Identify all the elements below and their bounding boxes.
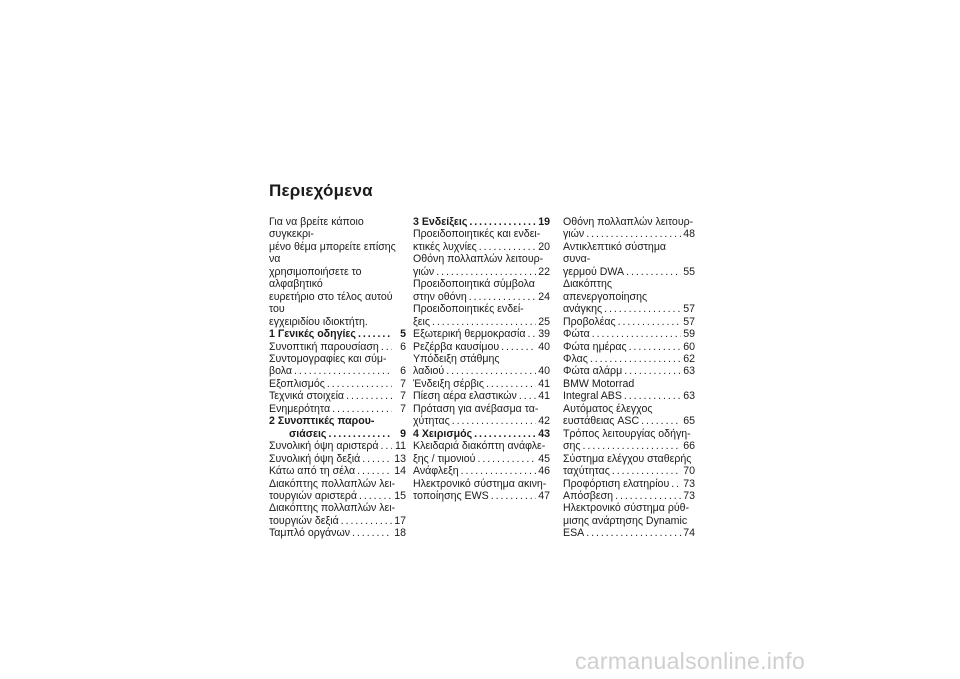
toc-entry[interactable] [413,390,550,402]
toc-entry-row [413,216,550,228]
dot-leader [469,216,536,228]
page-number: 39 [538,328,550,341]
page-number: 7 [400,390,406,403]
page-number: 47 [538,489,550,502]
toc-entry-row [563,390,695,402]
dot-leader [486,378,536,390]
dot-leader [586,228,681,240]
toc-column-1 [269,216,406,540]
toc-entry[interactable] [563,316,695,328]
page-number: 41 [538,377,550,390]
toc-entry[interactable] [563,241,695,278]
toc-entries [563,216,695,540]
page-number: 14 [394,465,406,478]
toc-entry-row [413,266,550,278]
toc-entry-row [563,440,695,452]
toc-entry[interactable] [563,428,695,453]
toc-entry-row [269,440,406,452]
toc-entry-text: Διακόπτης απενεργοποίησης [563,278,648,303]
dot-leader [618,316,681,328]
toc-entry[interactable] [269,341,406,353]
dot-leader [327,378,392,390]
page-number: 59 [683,328,695,341]
toc-entry-text: Ηλεκτρονικό σύστημα ρύθ- [563,502,690,515]
dot-leader [477,453,536,465]
toc-entry[interactable] [413,278,550,303]
toc-chapter-heading[interactable] [413,428,550,440]
toc-entry-text: Εξωτερική θερμοκρασία [413,328,526,341]
toc-entry-text: τοποίησης EWS [413,489,489,502]
page-number: 66 [683,440,695,453]
toc-entry-text: Προφόρτιση ελατηρίου [563,477,670,490]
page-number: 42 [538,415,550,428]
dot-leader [461,465,536,477]
toc-entry[interactable] [269,403,406,415]
toc-entry-row [269,328,406,340]
toc-entry-text: ξης / τιμονιού [413,452,476,465]
toc-entry-text: Τεχνικά στοιχεία [269,390,345,403]
toc-entry-row [413,328,550,340]
dot-leader [346,390,392,402]
toc-entry-text: Ένδειξη σέρβις [413,377,484,390]
dot-leader [641,415,681,427]
toc-entry-row [413,316,550,328]
toc-entry-row [413,490,550,502]
dot-leader [332,403,392,415]
dot-leader [479,241,536,253]
toc-entry-row [413,378,550,390]
toc-entry-text: Υπόδειξη στάθμης [413,352,500,365]
toc-entry-row [563,353,695,365]
page-number: 41 [538,390,550,403]
page-number: 20 [538,240,550,253]
dot-leader [612,465,681,477]
toc-entry-text: σης [563,440,581,453]
toc-entry-text: ευστάθειας ASC [563,415,640,428]
page-number: 70 [683,465,695,478]
toc-entry-text: Φλας [563,352,588,365]
toc-entry-text: χύτητας [413,415,450,428]
page-number: 73 [683,477,695,490]
toc-entry-text: γερμού DWA [563,265,625,278]
dot-leader [352,527,392,539]
toc-entry-row [413,415,550,427]
toc-entry-text: 4 Χειρισμός [413,427,473,440]
toc-entry-row [413,465,550,477]
dot-leader [432,316,536,328]
dot-leader [604,303,681,315]
toc-entry-row [413,365,550,377]
dot-leader [624,390,681,402]
page-number: 17 [394,514,406,527]
dot-leader [359,490,392,502]
dot-leader [590,353,681,365]
toc-entry-text: Συντομογραφίες και σύμ- [269,352,387,365]
toc-entry-row [269,390,406,402]
toc-entry-row [269,465,406,477]
toc-entry-row [563,328,695,340]
toc-entry-text: Φώτα [563,328,590,341]
dot-leader [357,465,392,477]
page-number: 40 [538,365,550,378]
intro-text [269,216,406,328]
toc-entry[interactable] [413,341,550,353]
toc-entry[interactable] [563,341,695,353]
toc-entry[interactable] [563,216,695,241]
toc-entry-row [563,465,695,477]
dot-leader [629,341,681,353]
page-number: 65 [683,415,695,428]
toc-entry-row [563,527,695,539]
toc-entry-text: μισης ανάρτησης Dynamic [563,514,688,527]
toc-entry-text: ανάγκης [563,303,603,316]
dot-leader [381,341,392,353]
page-number: 57 [683,303,695,316]
dot-leader [491,490,536,502]
toc-entry-text: ESA [563,527,585,540]
dot-leader [294,365,392,377]
dot-leader [474,428,536,440]
dot-leader [527,328,536,340]
toc-entry-text: Ανάφλεξη [413,465,459,478]
page-number: 43 [538,427,550,440]
dot-leader [583,440,681,452]
toc-entry-text: Σύστημα ελέγχου σταθερής [563,452,692,465]
intro-line: μένο θέμα μπορείτε επίσης να [269,240,396,266]
toc-chapter-heading[interactable] [413,216,550,228]
toc-entry-row [413,428,550,440]
toc-entry-row [563,490,695,502]
page-number: 45 [538,452,550,465]
page-title: Περιεχόμενα [269,181,373,200]
toc-entry[interactable] [563,328,695,340]
dot-leader [671,478,681,490]
toc-entry-row [563,316,695,328]
page-number: 73 [683,489,695,502]
toc-column-3 [563,216,695,540]
page-number: 18 [394,527,406,540]
toc-entry-text: Διακόπτης πολλαπλών λει- [269,502,396,515]
toc-entry-row [269,527,406,539]
page-number: 48 [683,228,695,241]
dot-leader [452,415,536,427]
dot-leader [624,365,681,377]
toc-entry-text: Ενημερότητα [269,402,331,415]
toc-entry-text: Αντικλεπτικό σύστημα συνα- [563,240,667,266]
toc-entry-text: 2 Συνοπτικές παρου- [269,415,375,428]
toc-entry-text: Ηλεκτρονικό σύστημα ακινη- [413,477,547,490]
page-number: 40 [538,340,550,353]
dot-leader [592,328,681,340]
toc-entry-row [563,365,695,377]
page-number: 19 [538,216,550,228]
toc-entry[interactable] [413,478,550,503]
dot-leader [341,515,392,527]
toc-entry-text: κτικές λυχνίες [413,240,477,253]
page-number: 11 [395,440,406,453]
toc-entry-text: Συνοπτική παρουσίαση [269,340,379,353]
toc-entry-row [269,365,406,377]
dot-leader [436,266,536,278]
toc-column-2 [413,216,550,502]
toc-entry-text: Αυτόματος έλεγχος [563,402,653,415]
toc-entry-text: ξεις [413,315,430,328]
toc-entry-text: Integral ABS [563,390,622,403]
toc-entry[interactable] [269,390,406,402]
toc-entry-text: Οθόνη πολλαπλών λειτουρ- [413,253,544,266]
toc-entries [413,216,550,502]
toc-chapter-heading[interactable] [269,415,406,440]
toc-entry[interactable] [413,303,550,328]
toc-entry-text: 1 Γενικές οδηγίες [269,328,356,341]
toc-entry-text: Κάτω από τη σέλα [269,465,356,478]
dot-leader [519,390,536,402]
toc-entry[interactable] [563,490,695,502]
toc-entry[interactable] [269,378,406,390]
toc-entry-text: Πίεση αέρα ελαστικών [413,390,517,403]
page-number: 9 [400,427,406,440]
dot-leader [469,291,536,303]
page-number: 74 [683,527,695,540]
toc-entry-row [269,341,406,353]
page-number: 13 [394,452,406,465]
toc-entry-text: στην οθόνη [413,290,467,303]
dot-leader [446,365,536,377]
toc-entry-text: Εξοπλισμός [269,377,325,390]
toc-entry-text: Φώτα αλάρμ [563,365,623,378]
toc-entry[interactable] [563,502,695,539]
toc-entry-text: Προβολέας [563,315,616,328]
dot-leader [626,266,681,278]
toc-entry[interactable] [563,453,695,478]
toc-entry-text: γιών [413,265,435,278]
page-number: 6 [400,365,406,378]
page-number: 63 [683,390,695,403]
toc-entry-text: BMW Motorrad [563,377,635,390]
toc-entry-text: Συνολική όψη δεξιά [269,452,361,465]
dot-leader [381,440,393,452]
toc-entry-text: Διακόπτης πολλαπλών λει- [269,477,396,490]
toc-entry[interactable] [269,453,406,465]
toc-entry-text: Ρεζέρβα καυσίμου [413,340,500,353]
toc-entry[interactable] [413,465,550,477]
toc-entry-text: Προειδοποιητικές ενδεί- [413,303,524,316]
toc-entry-text: τουργιών αριστερά [269,489,358,502]
toc-entry[interactable] [269,353,406,378]
page-number: 5 [400,328,406,341]
toc-entry-row [563,303,695,315]
toc-entry[interactable] [563,353,695,365]
intro-line: εγχειριδίου ιδιοκτήτη. [269,315,368,328]
toc-entry[interactable] [563,365,695,377]
dot-leader [586,527,681,539]
page-number: 22 [538,265,550,278]
toc-entry[interactable] [413,378,550,390]
toc-entry[interactable] [413,353,550,378]
toc-entry-text: Πρόταση για ανέβασμα τα- [413,402,539,415]
toc-entry-row [563,266,695,278]
page-number: 7 [400,402,406,415]
toc-entry-text: γιών [563,228,585,241]
page-number: 6 [400,340,406,353]
page-number: 62 [683,352,695,365]
toc-entry[interactable] [269,478,406,503]
toc-entry-text: λαδιού [413,365,445,378]
toc-entry-row [269,515,406,527]
toc-entry-text: 3 Ενδείξεις [413,216,468,228]
toc-entry[interactable] [413,440,550,465]
page-number: 15 [394,489,406,502]
toc-entry-text: Ταμπλό οργάνων [269,527,351,540]
page-number: 46 [538,465,550,478]
page-number: 7 [400,377,406,390]
toc-entry-row [563,415,695,427]
toc-entry-text: βολα [269,365,293,378]
toc-entry-text: Συνολική όψη αριστερά [269,440,379,453]
toc-entry-text: Προειδοποιητικά σύμβολα [413,278,535,291]
toc-entry-text: τουργιών δεξιά [269,514,339,527]
toc-entry[interactable] [269,465,406,477]
dot-leader [501,341,536,353]
toc-entry-row [563,341,695,353]
toc-entry-text: Προειδοποιητικές και ενδει- [413,228,541,241]
toc-entry-row [269,490,406,502]
toc-entry[interactable] [413,403,550,428]
toc-entry-row [413,291,550,303]
intro-line: ευρετήριο στο τέλος αυτού του [269,290,393,316]
dot-leader [358,328,392,340]
toc-entry-row [413,390,550,402]
watermark-text: carmanualsonline.info [575,648,806,674]
toc-entry[interactable] [269,440,406,452]
toc-entry-row [413,453,550,465]
page-number: 25 [538,315,550,328]
toc-entry-text: Απόσβεση [563,489,614,502]
toc-entry-text: σιάσεις [289,427,327,440]
toc-entry-row [269,428,406,440]
toc-entry[interactable] [269,527,406,539]
dot-leader [362,453,392,465]
toc-entry[interactable] [563,378,695,403]
toc-entry-text: Φώτα ημέρας [563,340,627,353]
toc-entry-text: ταχύτητας [563,465,610,478]
toc-entry-row [269,453,406,465]
intro-line: χρησιμοποιήσετε το αλφαβητικό [269,265,362,291]
intro-line: Για να βρείτε κάποιο συγκεκρι- [269,216,364,241]
toc-entry[interactable] [413,253,550,278]
page-number: 57 [683,315,695,328]
toc-entry[interactable] [413,328,550,340]
toc-entry-text: Κλειδαριά διακόπτη ανάφλε- [413,440,546,453]
page-number: 63 [683,365,695,378]
page-number: 55 [683,265,695,278]
toc-entry[interactable] [563,478,695,490]
toc-entries [269,328,406,540]
toc-chapter-heading[interactable] [269,328,406,340]
toc-entry-row [563,228,695,240]
toc-entry[interactable] [269,502,406,527]
dot-leader [615,490,681,502]
toc-entry-row [269,403,406,415]
toc-entry-row [269,378,406,390]
toc-entry-text: Οθόνη πολλαπλών λειτουρ- [563,216,694,228]
toc-entry[interactable] [563,403,695,428]
toc-entry-row [413,341,550,353]
toc-entry-row [413,241,550,253]
toc-entry[interactable] [413,228,550,253]
toc-entry-text: Τρόπος λειτουργίας οδήγη- [563,427,691,440]
toc-entry[interactable] [563,278,695,315]
toc-entry-row [563,478,695,490]
page-number: 24 [538,290,550,303]
dot-leader [328,428,392,440]
page-number: 60 [683,340,695,353]
